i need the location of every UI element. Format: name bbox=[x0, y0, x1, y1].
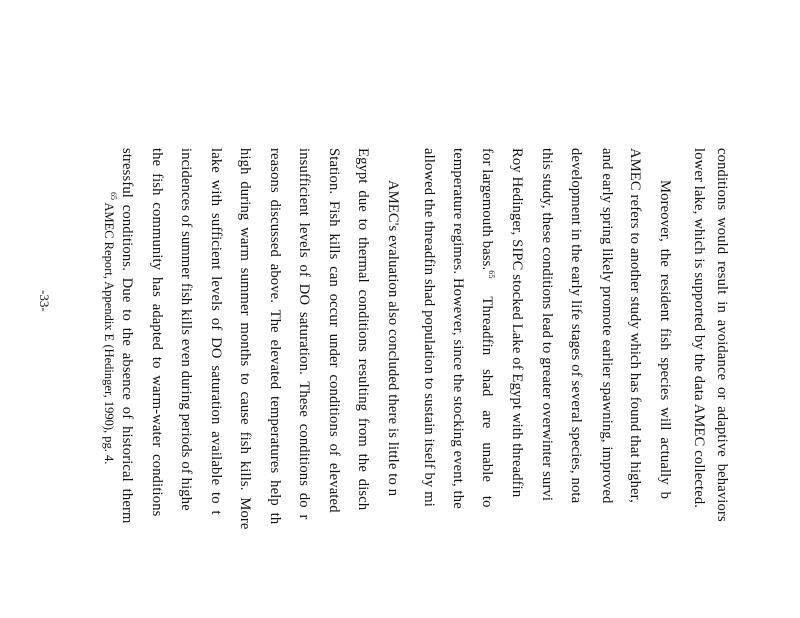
page-number: -33- bbox=[37, 290, 52, 312]
body-line-5: and early spring likely promote earlier spawning, improved bbox=[599, 148, 615, 504]
footnote-text: AMEC Report, Appendix E (Hedinger, 1990), pg. 4. bbox=[102, 202, 116, 465]
body-line-16: reasons discussed above. The elevated temperatures help th bbox=[267, 148, 283, 525]
body-line-20: the fish community has adapted to warm-water conditions bbox=[149, 148, 165, 517]
body-line-9-end: Threadfin shad are unable to bbox=[479, 296, 495, 508]
body-line-6: development in the early life stages of several species, nota bbox=[568, 148, 584, 504]
body-line-13: Egypt due to thermal conditions resulting from the disch bbox=[355, 148, 371, 511]
body-line-9-start: for largemouth bass. bbox=[479, 148, 495, 271]
body-line-10: temperature regimes. However, since the stocking event, the bbox=[450, 148, 466, 509]
footnote bbox=[101, 192, 118, 464]
body-line-9 bbox=[478, 148, 496, 508]
body-line-14: Station. Fish kills can occur under conditions of elevated bbox=[326, 148, 342, 513]
footnote-number: 65 bbox=[109, 192, 118, 200]
body-line-11: allowed the threadfin shad population to sustain itself by mi bbox=[421, 148, 437, 507]
body-line-3: Moreover, the resident fish species will actually b bbox=[657, 180, 673, 500]
body-line-8: Roy Hedinger, SIPC stocked Lake of Egypt with threadfin bbox=[509, 148, 525, 498]
body-line-4: AMEC refers to another study which has found that higher, bbox=[627, 148, 643, 503]
body-line-18: lake with sufficient levels of DO saturation available to t bbox=[208, 148, 224, 515]
body-line-19: incidences of summer fish kills even during periods of highe bbox=[178, 148, 194, 511]
body-line-1: conditions would result in avoidance or adaptive behaviors bbox=[714, 148, 730, 522]
body-line-2: lower lake, which is supported by the data AMEC collected. bbox=[691, 148, 707, 509]
body-line-7: this study, these conditions lead to greater overwinter survi bbox=[539, 148, 555, 502]
body-line-17: high during warm summer months to cause fish kills. More bbox=[237, 148, 253, 530]
body-line-21: stressful conditions. Due to the absence of historical therm bbox=[119, 148, 135, 524]
body-line-15: insufficient levels of DO saturation. These conditions do r bbox=[296, 148, 312, 520]
footnote-reference: 65 bbox=[487, 270, 496, 279]
body-line-12: AMEC's evaluation also concluded there is little to n bbox=[385, 180, 401, 497]
